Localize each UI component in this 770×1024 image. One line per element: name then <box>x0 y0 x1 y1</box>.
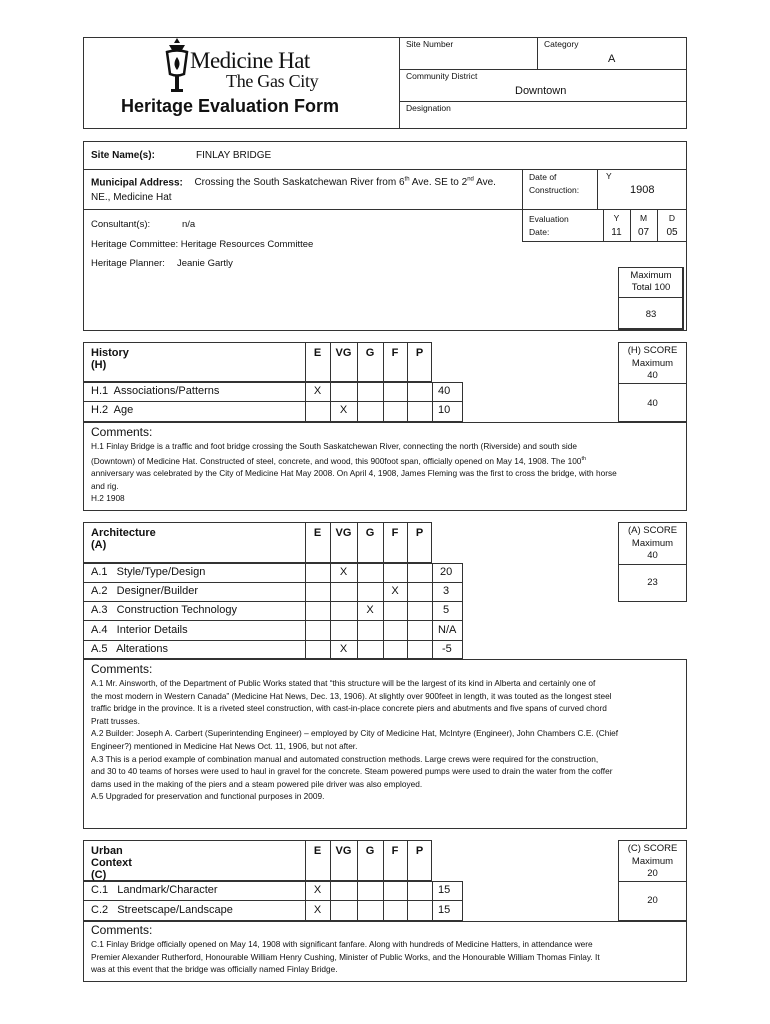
table-row-label: A.3 Construction Technology <box>91 604 237 616</box>
architecture-header-p: P <box>415 527 424 539</box>
site-names-label: Site Name(s): <box>91 150 155 161</box>
heritage-planner: Heritage Planner: Jeanie Gartly <box>91 258 233 269</box>
table-cell-vg: X <box>339 404 348 416</box>
municipal-address-value: Crossing the South Saskatchewan River from 6th Ave. SE to 2nd Ave. <box>194 177 496 189</box>
logo-name: Medicine Hat <box>190 48 310 73</box>
table-cell-points: N/A <box>438 624 457 636</box>
urban-header-vg: VG <box>335 845 352 857</box>
table-row-label: A.4 Interior Details <box>91 624 188 636</box>
eval-d-label: D <box>668 213 676 223</box>
eval-m-label: M <box>639 213 648 223</box>
table-cell-points: 15 <box>438 884 451 896</box>
community-district-value: Downtown <box>515 85 567 97</box>
architecture-header-g: G <box>365 527 375 539</box>
table-cell-g: X <box>366 604 374 616</box>
history-comments-label: Comments: <box>91 425 153 439</box>
category-value: A <box>608 53 616 65</box>
heritage-committee: Heritage Committee: Heritage Resources Committee <box>91 239 314 250</box>
history-header-f: F <box>391 347 399 359</box>
max-total-label: Maximum Total 100 <box>630 270 672 293</box>
municipal-address-label: Municipal Address: <box>91 177 183 189</box>
architecture-score: 23 <box>647 577 658 588</box>
table-row-label: A.1 Style/Type/Design <box>91 566 206 578</box>
table-cell-e: X <box>313 385 322 397</box>
history-header-g: G <box>365 347 375 359</box>
urban-score-label: (C) SCORE Maximum 20 <box>627 843 678 879</box>
architecture-header-e: E <box>313 527 322 539</box>
architecture-header-f: F <box>391 527 399 539</box>
table-cell-e: X <box>313 884 322 896</box>
architecture-comments-text: A.1 Mr. Ainsworth, of the Department of Public Works stated that “this structure will be the largest of its kind in Alberta and certainly one of the most modern in Western Canada” (Medicine Hat News, Dec. 13, 1906). At slightly over 900feet in length, it was touted as the longest steel traffic bridge in the province. It is a riveted steel construction, with cast-in-place concrete piers and abutments and five spans of curved chord Pratt trusses. A.2 Builder: Joseph A. Carbert (Superintending Engineer) – employed by City of Medicine Hat, McIntyre (Engineer), John Chambers C.E. (Chief Engineer?) mentioned in Medicine Hat News Oct. 11, 1906, but not after. A.3 This is a period example of combination manual and automated construction methods. Large crews were required for the construction, and 30 to 40 teams of horses were used to haul in gravel for the concrete. Steam powered pumps were used to drain the water from the coffer dams used in the making of the piers and a steam powered pile driver was also employed. A.5 Upgraded for preservation and functional purposes in 2009. <box>91 678 619 802</box>
eval-y-label: Y <box>613 213 620 223</box>
evaluation-date-label: Evaluation Date: <box>529 214 569 237</box>
table-cell-e: X <box>313 904 322 916</box>
total-score: 83 <box>645 309 657 320</box>
urban-comments-text: C.1 Finlay Bridge officially opened on May 14, 1908 with significant fanfare. Along with hundreds of Medicine Hatters, in attendance were Premier Alexander Rutherford, Honourable William Henry Cushing, Minister of Public Works, and the Honourable William Thomas Finlay. It was at this event that the bridge was officially named Finlay Bridge. <box>91 939 600 975</box>
urban-header-g: G <box>365 845 375 857</box>
table-cell-points: 15 <box>438 904 451 916</box>
table-cell-points: 10 <box>438 404 451 416</box>
architecture-score-label: (A) SCORE Maximum 40 <box>627 525 678 561</box>
urban-header-e: E <box>313 845 322 857</box>
history-comments-text: H.1 Finlay Bridge is a traffic and foot bridge crossing the South Saskatchewan River, connecting the north (Riverside) and south side (Downtown) of Medicine Hat. Constructed of steel, concrete, and wood, this 900foot span, officially opened on May 14, 1908. The 100th anniversary was celebrated by the City of Medicine Hat May 2008. On April 4, 1908, James Fleming was the first to cross the bridge, with horse and rig. H.2 1908 <box>91 441 617 504</box>
date-construction-label: Date of Construction: <box>529 172 580 195</box>
urban-header-p: P <box>415 845 424 857</box>
urban-title: Urban Context (C) <box>91 845 132 881</box>
table-row-label: H.1 Associations/Patterns <box>91 385 220 397</box>
history-header-vg: VG <box>335 347 352 359</box>
table-cell-points: -5 <box>442 643 452 655</box>
history-header-e: E <box>313 347 322 359</box>
date-construction-y-label: Y <box>606 171 612 181</box>
lamp-icon <box>160 38 194 92</box>
logo-tagline: The Gas City <box>226 71 319 91</box>
architecture-header-vg: VG <box>335 527 352 539</box>
table-cell-vg: X <box>339 566 348 578</box>
table-row-label: C.1 Landmark/Character <box>91 884 218 896</box>
architecture-comments-label: Comments: <box>91 662 153 676</box>
history-score: 40 <box>647 398 658 409</box>
urban-score: 20 <box>647 895 658 906</box>
table-cell-points: 5 <box>443 604 450 616</box>
table-cell-vg: X <box>339 643 348 655</box>
architecture-title: Architecture (A) <box>91 527 156 551</box>
table-cell-points: 3 <box>443 585 450 597</box>
table-row-label: C.2 Streetscape/Landscape <box>91 904 233 916</box>
history-header-p: P <box>415 347 424 359</box>
table-cell-f: X <box>391 585 399 597</box>
eval-d-value: 05 <box>666 227 678 238</box>
history-title: History (H) <box>91 347 129 371</box>
site-number-label: Site Number <box>406 39 454 49</box>
table-cell-points: 20 <box>440 566 453 578</box>
municipal-address-line2: NE., Medicine Hat <box>91 192 172 203</box>
consultants-value: n/a <box>182 219 196 230</box>
eval-m-value: 07 <box>637 227 650 238</box>
designation-label: Designation <box>406 103 451 113</box>
history-score-label: (H) SCORE Maximum 40 <box>627 345 678 381</box>
consultants-label: Consultant(s): <box>91 219 151 230</box>
community-district-label: Community District <box>406 71 478 81</box>
form-title: Heritage Evaluation Form <box>121 96 340 116</box>
medicine-hat-logo <box>160 38 360 94</box>
urban-comments-label: Comments: <box>91 923 153 937</box>
table-cell-points: 40 <box>438 385 451 397</box>
date-construction-value: 1908 <box>630 184 655 196</box>
urban-header-f: F <box>391 845 399 857</box>
table-row-label: H.2 Age <box>91 404 134 416</box>
site-names-value: FINLAY BRIDGE <box>196 150 272 161</box>
municipal-address <box>91 177 496 188</box>
category-label: Category <box>544 39 579 49</box>
eval-y-value: 11 <box>611 227 622 238</box>
table-row-label: A.2 Designer/Builder <box>91 585 198 597</box>
table-row-label: A.5 Alterations <box>91 643 169 655</box>
